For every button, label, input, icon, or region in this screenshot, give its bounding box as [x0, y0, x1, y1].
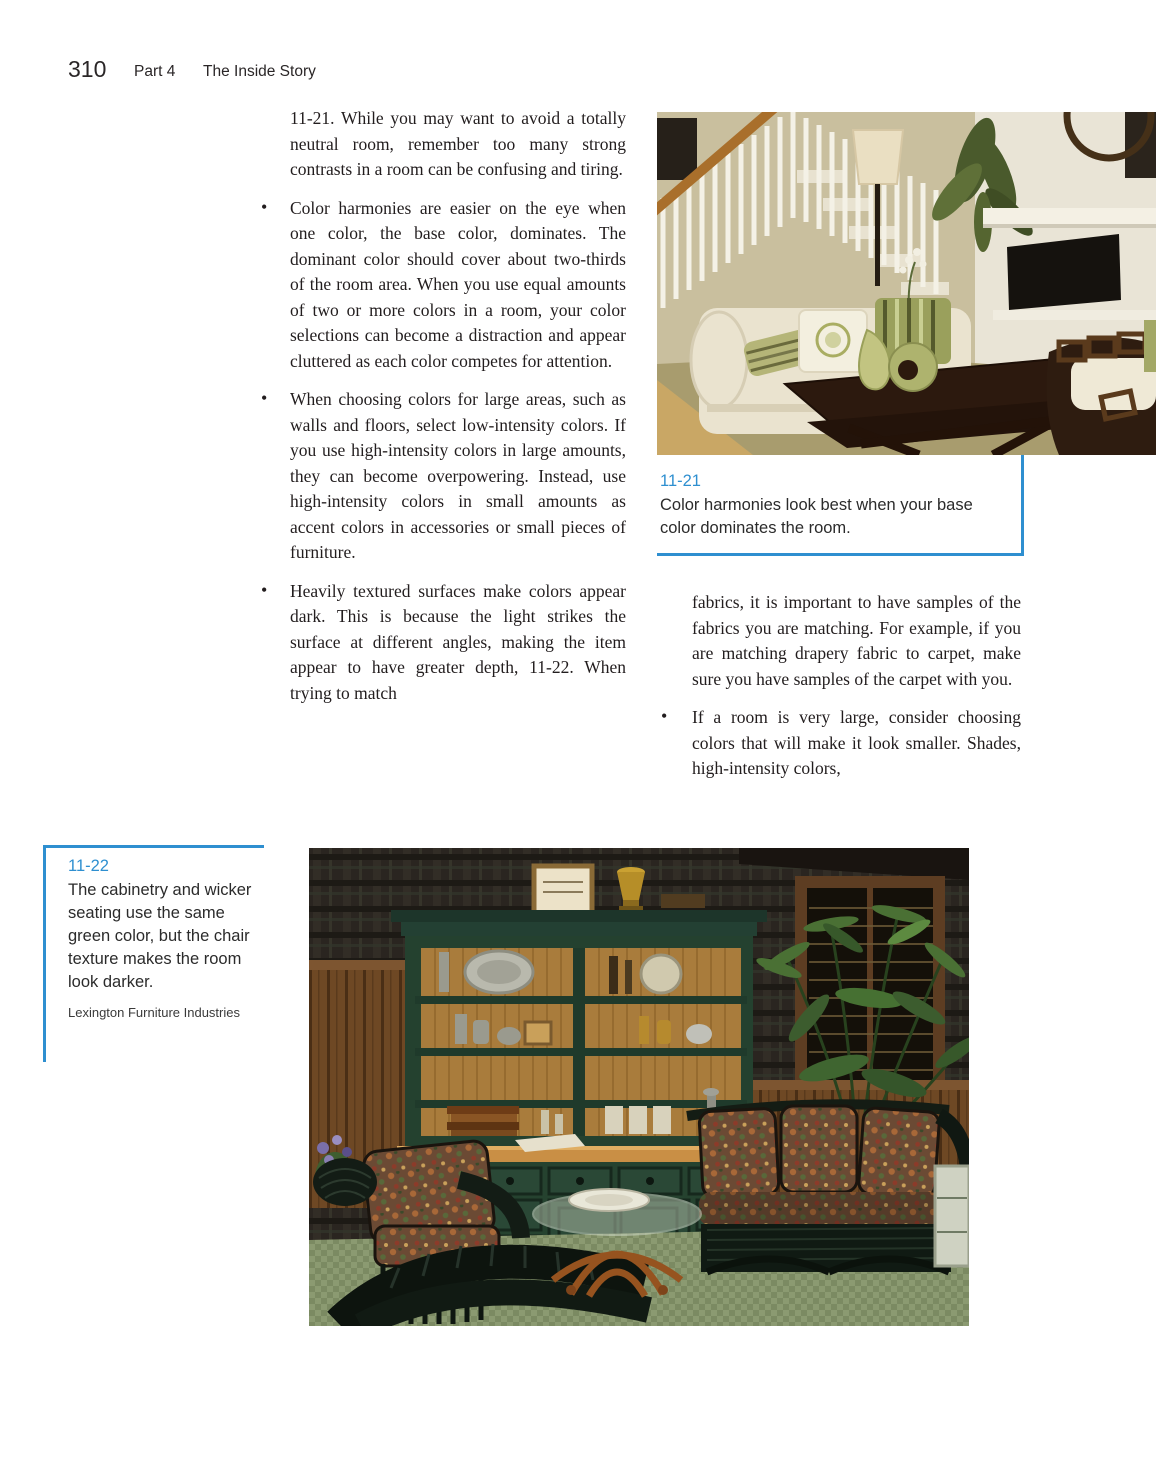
paragraph-continuation-right: fabrics, it is important to have samples of the fabrics you are matching. For example, if you are matching drapery fabric to carpet, make sure you have samples of the carpet with you. — [692, 592, 1021, 689]
figure-11-22-label: 11-22 — [68, 857, 109, 875]
paragraph-continuation: 11-21. While you may want to avoid a totally neutral room, remember too many strong contrasts in a room can be confusing and tiring. — [290, 108, 626, 179]
figure-11-21-caption — [660, 472, 1000, 540]
page-number: 310 — [68, 56, 107, 82]
figure-11-22-credit: Lexington Furniture Industries — [68, 1005, 240, 1020]
figure-11-21-text: Color harmonies look best when your base color dominates the room. — [660, 496, 973, 537]
left-column — [259, 106, 626, 706]
bullet-textured-surfaces: • Heavily textured surfaces make colors appear dark. This is because the light strikes the surface at different angles, making the item appear to have greater depth, 11-22. When trying to match — [259, 579, 626, 707]
bullet-large-areas: • When choosing colors for large areas, such as walls and floors, select low-intensity colors. If you use high-intensity colors in large amounts, they can become overpowering. Instead, use high-intensity colors in small amounts as accent colors in accessories or small pieces of furniture. — [259, 387, 626, 566]
figure-11-22-text: The cabinetry and wicker seating use the same green color, but the chair texture makes the room look darker. — [68, 881, 252, 991]
right-column — [659, 590, 1021, 782]
bullet-large-room: • If a room is very large, consider choosing colors that will make it look smaller. Shades, high-intensity colors, — [659, 705, 1021, 782]
figure-11-22-caption — [68, 857, 268, 1021]
book-title: The Inside Story — [203, 63, 316, 80]
figure-11-21-photo — [657, 112, 1156, 455]
part-label: Part 4 — [134, 63, 176, 80]
figure-11-21-label: 11-21 — [660, 472, 701, 490]
bullet-color-harmonies: • Color harmonies are easier on the eye when one color, the base color, dominates. The dominant color should cover about two-thirds of the room area. When you use equal amounts of two or more colors in a room, your color selections can become a distraction and appear cluttered as each color competes for attention. — [259, 196, 626, 375]
figure-11-22-photo — [309, 848, 969, 1326]
